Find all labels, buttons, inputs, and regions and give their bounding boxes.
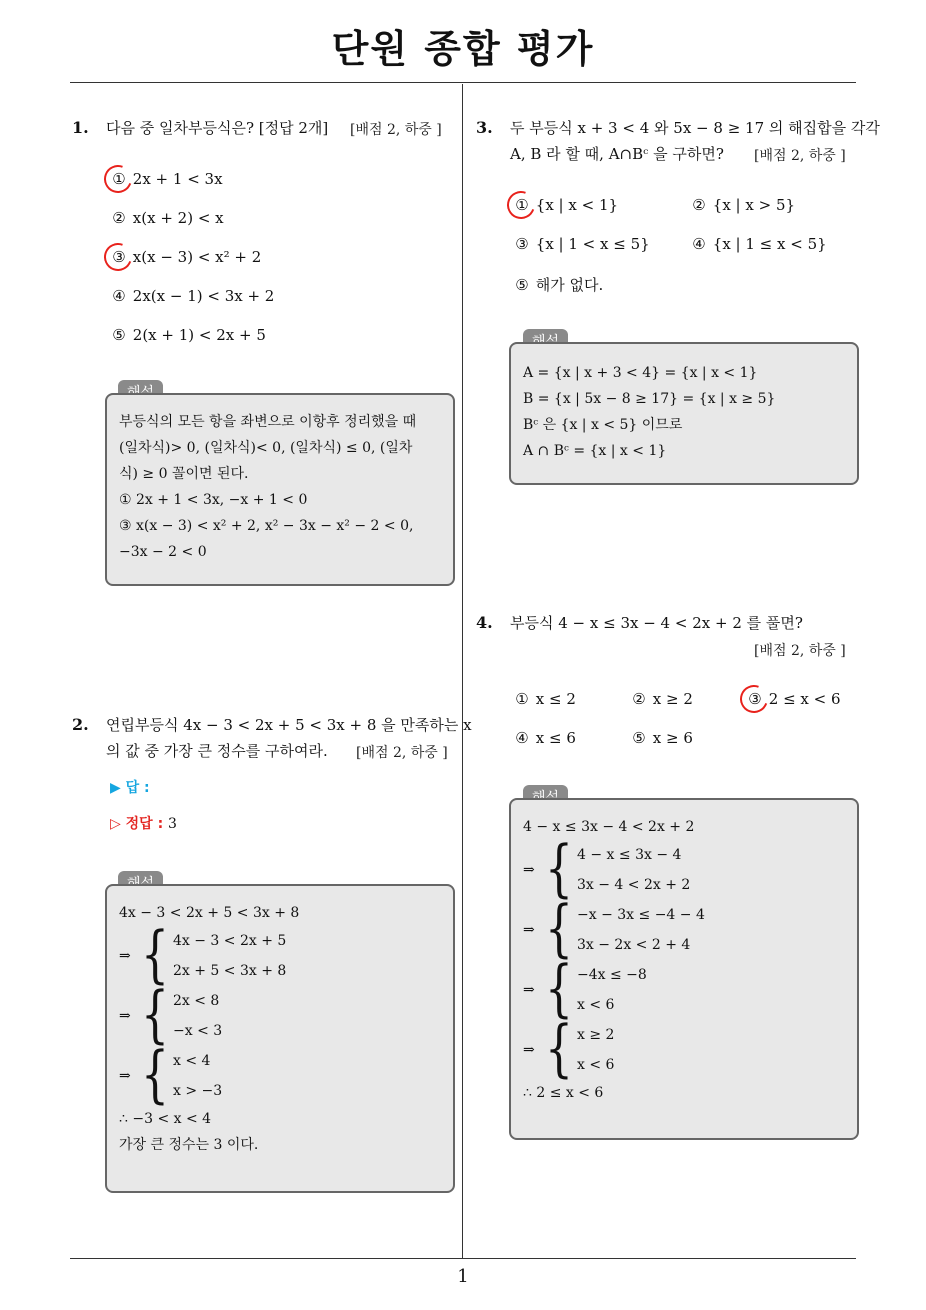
explanation-box	[105, 393, 455, 586]
question-text: 부등식 4 − x ≤ 3x − 4 < 2x + 2 를 풀면?	[510, 614, 803, 632]
choice-5[interactable]: ⑤ 해가 없다.	[515, 276, 604, 294]
choice-3[interactable]: ③ 2 ≤ x < 6	[748, 690, 841, 708]
choice-1[interactable]: ① {x | x < 1}	[515, 196, 619, 214]
question-number: 3.	[476, 118, 493, 137]
explanation-text: 부등식의 모든 항을 좌변으로 이항후 정리했을 때 (일차식)> 0, (일차식)< 0, (일차식) ≤ 0, (일차 식) ≥ 0 꼴이면 된다. ① 2x + 1 < 3x, −x + 1 < 0 ③ x(x − 3) < x² + 2, x² − 3x − x² − 2 < 0, −3x − 2 < 0	[119, 414, 417, 560]
page-number: 1	[457, 1266, 469, 1287]
question-meta: [배점 2, 하중 ]	[754, 643, 846, 659]
question-text: 두 부등식 x + 3 < 4 와 5x − 8 ≥ 17 의 해집합을 각각	[510, 119, 880, 137]
explanation-box	[509, 798, 859, 1140]
question-text: 의 값 중 가장 큰 정수를 구하여라.	[106, 742, 328, 760]
inequality-system: ⇒ { 2x < 8 −x < 3	[119, 979, 223, 1051]
choice-5[interactable]: ⑤ 2(x + 1) < 2x + 5	[112, 326, 266, 344]
choice-4[interactable]: ④ {x | 1 ≤ x < 5}	[692, 235, 827, 253]
choice-1[interactable]: ① x ≤ 2	[515, 690, 576, 708]
explanation-box	[509, 342, 859, 485]
choice-4[interactable]: ④ 2x(x − 1) < 3x + 2	[112, 287, 275, 305]
inequality-system: ⇒ { −x − 3x ≤ −4 − 4 3x − 2x < 2 + 4	[523, 893, 705, 965]
inequality-system: ⇒ { −4x ≤ −8 x < 6	[523, 953, 647, 1025]
inequality-system: ⇒ { 4x − 3 < 2x + 5 2x + 5 < 3x + 8	[119, 919, 287, 991]
choice-2[interactable]: ② {x | x > 5}	[692, 196, 796, 214]
explanation-text: 4 − x ≤ 3x − 4 < 2x + 2 ⇒ { 4 − x ≤ 3x − 4 3x − 4 < 2x + 2 ⇒ { −x − 3x ≤ −4 − 4 3x − 2x < 2 + 4 ⇒ { −4x ≤ −8 x < 6 ⇒ { x ≥ 2 x < 6 ∴ 2 ≤ x < 6	[523, 819, 705, 1101]
explanation-text: 4x − 3 < 2x + 5 < 3x + 8 ⇒ { 4x − 3 < 2x + 5 2x + 5 < 3x + 8 ⇒ { 2x < 8 −x < 3 ⇒ { x < 4 x > −3 ∴ −3 < x < 4 가장 큰 정수는 3 이다.	[119, 905, 300, 1153]
question-number: 4.	[476, 613, 493, 632]
answer-label: ▶ 답 :	[110, 780, 150, 796]
inequality-system: ⇒ { x ≥ 2 x < 6	[523, 1013, 615, 1085]
correct-answer: ▷ 정답 : 3	[110, 816, 177, 832]
explanation-box	[105, 884, 455, 1193]
choice-1[interactable]: ① 2x + 1 < 3x	[112, 170, 223, 188]
choice-4[interactable]: ④ x ≤ 6	[515, 729, 576, 747]
top-divider	[70, 82, 856, 83]
question-text: A, B 라 할 때, A∩Bᶜ 을 구하면?	[510, 145, 724, 163]
page-title: 단원 종합 평가	[331, 27, 595, 71]
inequality-system: ⇒ { 4 − x ≤ 3x − 4 3x − 4 < 2x + 2	[523, 833, 691, 905]
inequality-system: ⇒ { x < 4 x > −3	[119, 1039, 223, 1111]
choice-2[interactable]: ② x(x + 2) < x	[112, 209, 224, 227]
question-meta: [배점 2, 하중 ]	[356, 745, 448, 761]
choice-5[interactable]: ⑤ x ≥ 6	[632, 729, 693, 747]
question-meta: [배점 2, 하중 ]	[350, 122, 442, 138]
explanation-text: A = {x | x + 3 < 4} = {x | x < 1} B = {x | 5x − 8 ≥ 17} = {x | x ≥ 5} Bᶜ 은 {x | x < 5} 이므로 A ∩ Bᶜ = {x | x < 1}	[523, 365, 776, 459]
bottom-divider	[70, 1258, 856, 1259]
column-divider	[462, 84, 463, 1258]
question-number: 2.	[72, 715, 89, 734]
choice-3[interactable]: ③ x(x − 3) < x² + 2	[112, 248, 262, 266]
question-number: 1.	[72, 118, 89, 137]
question-text: 다음 중 일차부등식은? [정답 2개]	[106, 119, 329, 137]
choice-3[interactable]: ③ {x | 1 < x ≤ 5}	[515, 235, 650, 253]
choice-2[interactable]: ② x ≥ 2	[632, 690, 693, 708]
question-meta: [배점 2, 하중 ]	[754, 148, 846, 164]
question-text: 연립부등식 4x − 3 < 2x + 5 < 3x + 8 을 만족하는 x	[106, 716, 472, 734]
